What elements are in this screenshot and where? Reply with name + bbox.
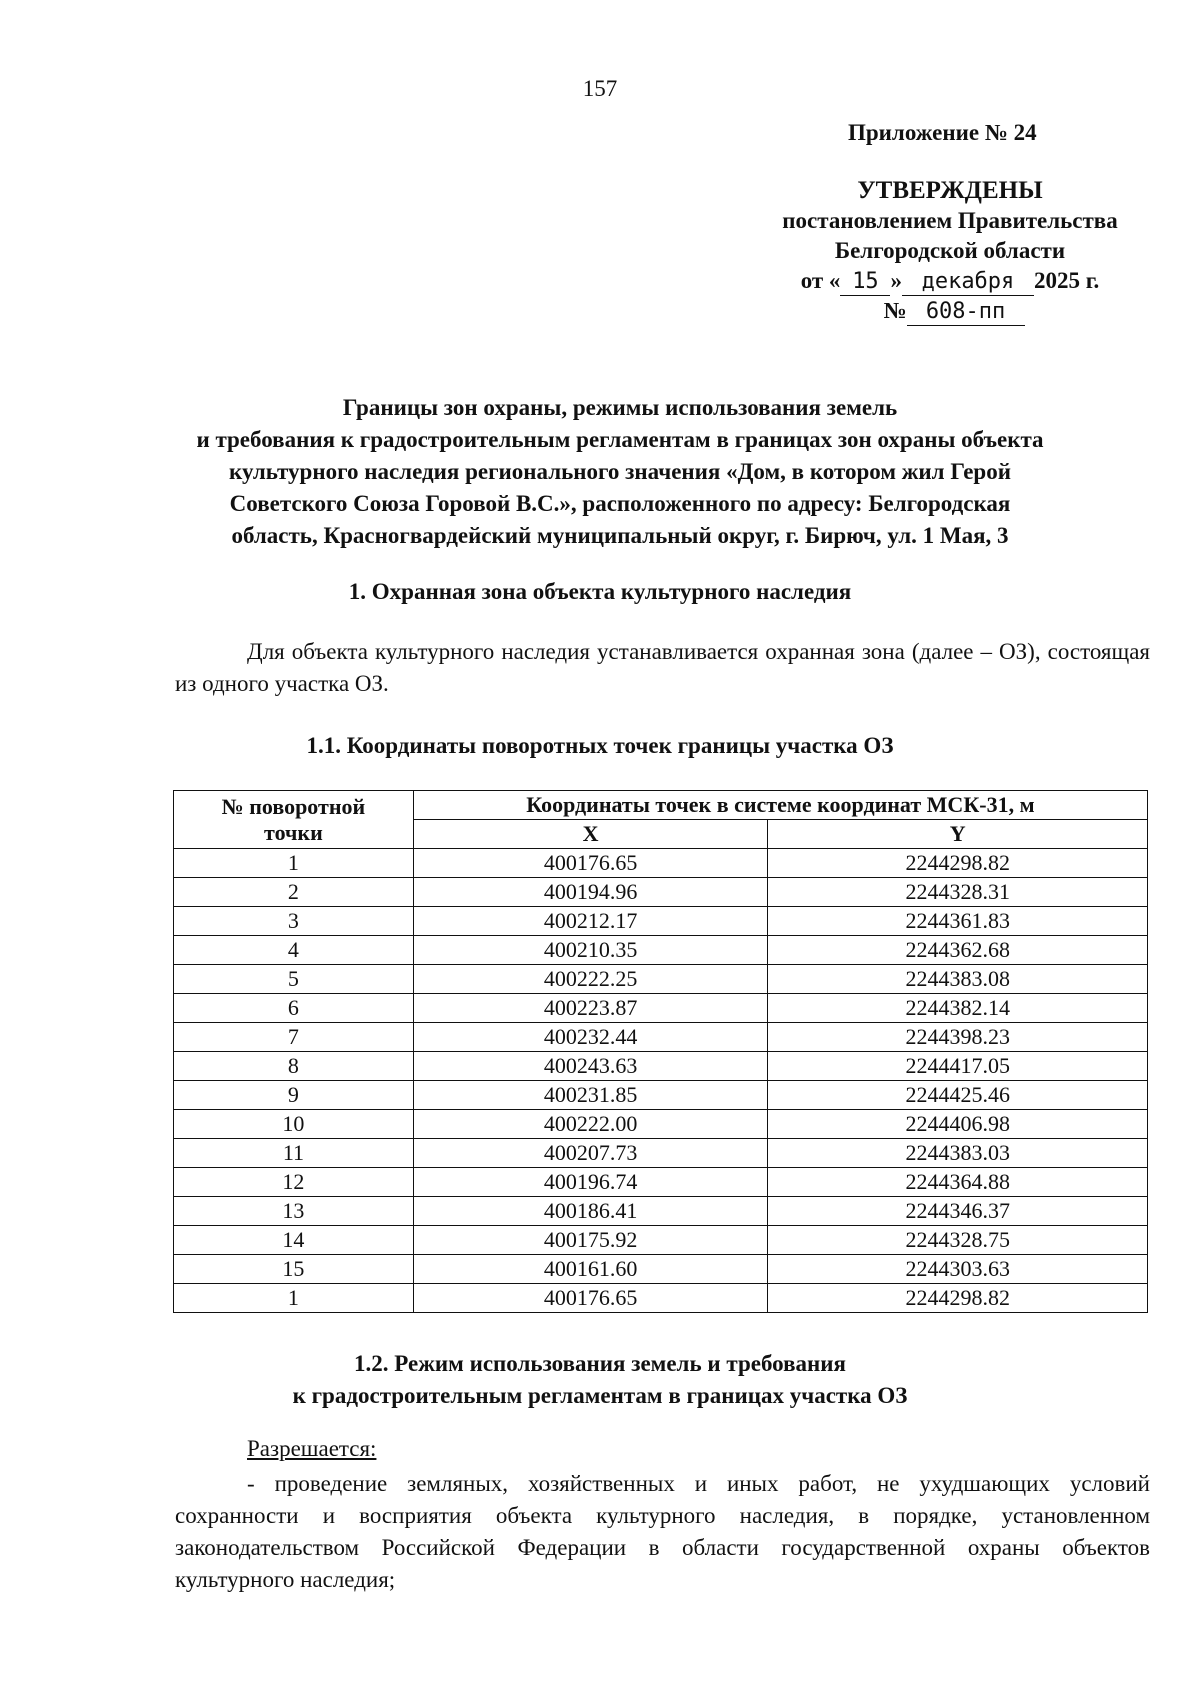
approval-block bbox=[740, 120, 1160, 326]
title-line: культурного наследия регионального значения «Дом, в котором жил Герой bbox=[229, 459, 1011, 484]
date-month: декабря bbox=[902, 269, 1034, 296]
cell-x: 400207.73 bbox=[413, 1139, 768, 1168]
cell-x: 400176.65 bbox=[413, 849, 768, 878]
table-row bbox=[174, 1110, 1148, 1139]
header-coordinates: Координаты точек в системе координат МСК-31, м bbox=[413, 791, 1147, 820]
cell-y: 2244298.82 bbox=[768, 1284, 1148, 1313]
cell-point-number: 3 bbox=[174, 907, 414, 936]
cell-point-number: 12 bbox=[174, 1168, 414, 1197]
cell-point-number: 10 bbox=[174, 1110, 414, 1139]
cell-point-number: 11 bbox=[174, 1139, 414, 1168]
table-row bbox=[174, 994, 1148, 1023]
approval-date bbox=[740, 266, 1160, 296]
cell-y: 2244362.68 bbox=[768, 936, 1148, 965]
cell-x: 400232.44 bbox=[413, 1023, 768, 1052]
cell-point-number: 4 bbox=[174, 936, 414, 965]
cell-y: 2244398.23 bbox=[768, 1023, 1148, 1052]
cell-y: 2244382.14 bbox=[768, 994, 1148, 1023]
page-number: 157 bbox=[582, 76, 618, 101]
table-row bbox=[174, 1255, 1148, 1284]
cell-point-number: 1 bbox=[174, 849, 414, 878]
cell-point-number: 2 bbox=[174, 878, 414, 907]
cell-x: 400222.00 bbox=[413, 1110, 768, 1139]
appendix-label: Приложение № 24 bbox=[848, 120, 1037, 145]
section-1-2-heading bbox=[0, 1348, 1200, 1412]
approved-heading: УТВЕРЖДЕНЫ bbox=[857, 177, 1043, 204]
cell-point-number: 8 bbox=[174, 1052, 414, 1081]
cell-x: 400223.87 bbox=[413, 994, 768, 1023]
title-line: область, Красногвардейский муниципальный округ, г. Бирюч, ул. 1 Мая, 3 bbox=[231, 523, 1009, 548]
approval-line-2: Белгородской области bbox=[834, 238, 1066, 263]
cell-point-number: 6 bbox=[174, 994, 414, 1023]
number-prefix: № bbox=[883, 298, 907, 323]
date-prefix: от « bbox=[800, 268, 841, 293]
cell-point-number: 14 bbox=[174, 1226, 414, 1255]
cell-y: 2244298.82 bbox=[768, 849, 1148, 878]
cell-y: 2244328.75 bbox=[768, 1226, 1148, 1255]
title-line: Границы зон охраны, режимы использования земель bbox=[342, 395, 898, 420]
allowed-item-1-text: - проведение земляных, хозяйственных и иных работ, не ухудшающих условий сохранности и восприятия объекта культурного наследия, в порядке, установленном законодательством Российской Федерации в области государственной охраны объектов культурного наследия; bbox=[175, 1471, 1150, 1592]
cell-x: 400210.35 bbox=[413, 936, 768, 965]
number-value: 608-пп bbox=[907, 299, 1025, 326]
cell-y: 2244406.98 bbox=[768, 1110, 1148, 1139]
table-row bbox=[174, 1081, 1148, 1110]
cell-y: 2244328.31 bbox=[768, 878, 1148, 907]
table-row bbox=[174, 1226, 1148, 1255]
table-row bbox=[174, 1023, 1148, 1052]
header-point-line-1: № поворотной bbox=[221, 793, 366, 819]
table-row bbox=[174, 1052, 1148, 1081]
header-point-line-2: точки bbox=[264, 819, 323, 845]
table-row bbox=[174, 878, 1148, 907]
header-x: X bbox=[413, 820, 768, 849]
cell-y: 2244361.83 bbox=[768, 907, 1148, 936]
table-row bbox=[174, 1139, 1148, 1168]
table-row bbox=[174, 1284, 1148, 1313]
cell-x: 400194.96 bbox=[413, 878, 768, 907]
cell-x: 400161.60 bbox=[413, 1255, 768, 1284]
table-row bbox=[174, 936, 1148, 965]
header-y: Y bbox=[768, 820, 1148, 849]
cell-y: 2244383.03 bbox=[768, 1139, 1148, 1168]
cell-point-number: 15 bbox=[174, 1255, 414, 1284]
table-row bbox=[174, 1197, 1148, 1226]
cell-y: 2244425.46 bbox=[768, 1081, 1148, 1110]
section-1-heading: 1. Охранная зона объекта культурного наследия bbox=[348, 579, 852, 604]
cell-x: 400186.41 bbox=[413, 1197, 768, 1226]
cell-point-number: 13 bbox=[174, 1197, 414, 1226]
cell-point-number: 5 bbox=[174, 965, 414, 994]
table-row bbox=[174, 965, 1148, 994]
date-day: 15 bbox=[840, 269, 890, 296]
cell-y: 2244364.88 bbox=[768, 1168, 1148, 1197]
header-point-number bbox=[174, 791, 414, 849]
section-1-2-heading-line-1: 1.2. Режим использования земель и требования bbox=[354, 1351, 846, 1376]
section-1-2-heading-line-2: к градостроительным регламентам в границах участка ОЗ bbox=[292, 1383, 908, 1408]
cell-x: 400175.92 bbox=[413, 1226, 768, 1255]
section-1-paragraph bbox=[175, 636, 1150, 700]
section-1-text: Для объекта культурного наследия устанавливается охранная зона (далее – ОЗ), состоящая из одного участка ОЗ. bbox=[175, 639, 1150, 696]
cell-y: 2244303.63 bbox=[768, 1255, 1148, 1284]
cell-y: 2244346.37 bbox=[768, 1197, 1148, 1226]
coordinates-table-body bbox=[174, 849, 1148, 1313]
date-year: 2025 г. bbox=[1033, 268, 1100, 293]
approval-line-1: постановлением Правительства bbox=[782, 208, 1118, 233]
cell-x: 400243.63 bbox=[413, 1052, 768, 1081]
approval-number bbox=[740, 296, 1160, 326]
cell-point-number: 9 bbox=[174, 1081, 414, 1110]
allowed-label: Разрешается: bbox=[247, 1436, 377, 1461]
allowed-item-1 bbox=[175, 1468, 1150, 1596]
cell-x: 400222.25 bbox=[413, 965, 768, 994]
cell-point-number: 1 bbox=[174, 1284, 414, 1313]
date-mid: » bbox=[890, 268, 902, 293]
cell-y: 2244383.08 bbox=[768, 965, 1148, 994]
title-line: и требования к градостроительным регламентам в границах зон охраны объекта bbox=[196, 427, 1044, 452]
cell-x: 400176.65 bbox=[413, 1284, 768, 1313]
table-row bbox=[174, 849, 1148, 878]
coordinates-table bbox=[173, 790, 1148, 1313]
cell-x: 400212.17 bbox=[413, 907, 768, 936]
title-line: Советского Союза Горовой В.С.», расположенного по адресу: Белгородская bbox=[229, 491, 1011, 516]
table-row bbox=[174, 1168, 1148, 1197]
section-1-1-heading: 1.1. Координаты поворотных точек границы участка ОЗ bbox=[306, 733, 894, 758]
document-title bbox=[120, 392, 1120, 552]
table-row bbox=[174, 907, 1148, 936]
cell-x: 400196.74 bbox=[413, 1168, 768, 1197]
cell-point-number: 7 bbox=[174, 1023, 414, 1052]
cell-y: 2244417.05 bbox=[768, 1052, 1148, 1081]
cell-x: 400231.85 bbox=[413, 1081, 768, 1110]
